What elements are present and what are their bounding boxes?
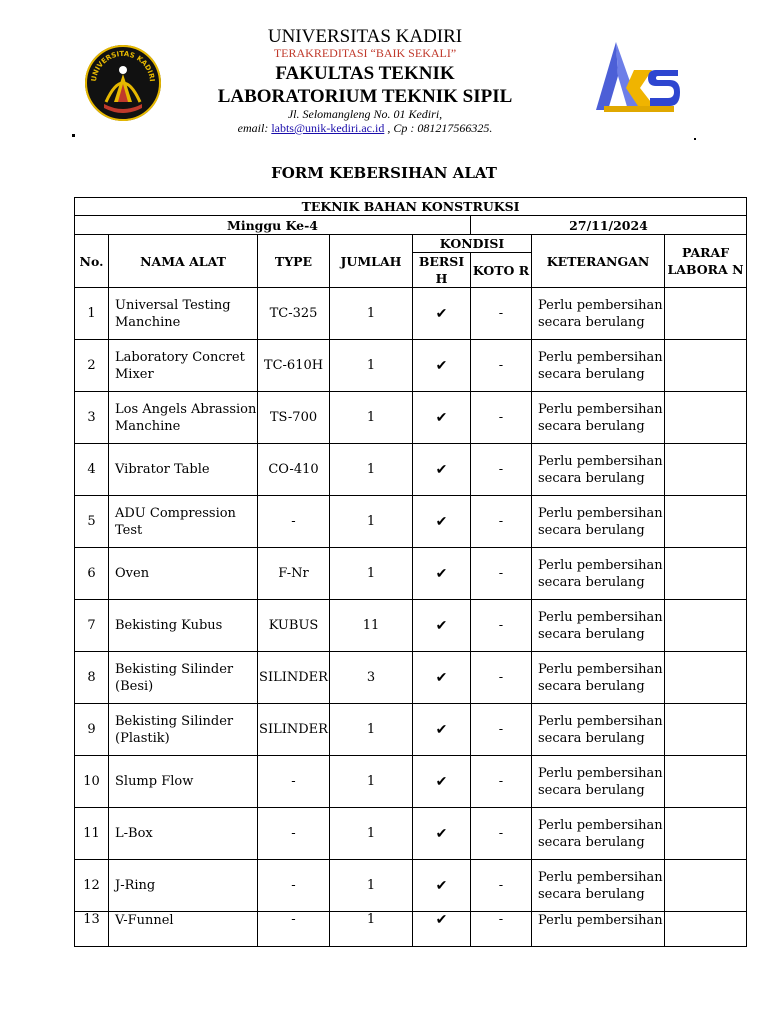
signature-cell [665,808,747,860]
form-title: FORM KEBERSIHAN ALAT [271,164,497,182]
table-row [75,860,747,912]
notes: Perlu pembersihan secara berulang [532,340,665,392]
notes: Perlu pembersihan secara berulang [532,600,665,652]
equipment-qty: 3 [330,652,413,704]
dirty-mark: - [471,860,532,912]
signature-cell [665,548,747,600]
equipment-type: - [258,860,330,912]
address-line: Jl. Selomangleng No. 01 Kediri, [287,107,443,121]
equipment-name: Los Angels Abrassion Manchine [109,392,258,444]
equipment-type: - [258,756,330,808]
row-number: 13 [75,912,109,947]
clean-mark: ✔ [413,288,471,340]
table-row [75,548,747,600]
date-label: 27/11/2024 [471,216,747,235]
equipment-qty: 1 [330,444,413,496]
signature-cell [665,860,747,912]
clean-mark: ✔ [413,444,471,496]
equipment-type: TS-700 [258,392,330,444]
equipment-qty: 1 [330,756,413,808]
dirty-mark: - [471,548,532,600]
equipment-name: L-Box [109,808,258,860]
clean-mark: ✔ [413,704,471,756]
equipment-type: - [258,912,330,947]
equipment-type: SILINDER [258,704,330,756]
equipment-qty: 1 [330,548,413,600]
notes: Perlu pembersihan secara berulang [532,652,665,704]
contact-line [150,121,580,136]
dirty-mark: - [471,392,532,444]
equipment-type: - [258,496,330,548]
equipment-qty: 1 [330,912,413,947]
equipment-name: Bekisting Silinder (Plastik) [109,704,258,756]
table-row [75,912,747,947]
equipment-name: Slump Flow [109,756,258,808]
equipment-name: J-Ring [109,860,258,912]
faculty-name: FAKULTAS TEKNIK [275,63,455,84]
lab-logo [594,40,680,116]
table-row [75,288,747,340]
notes: Perlu pembersihan secara berulang [532,548,665,600]
notes: Perlu pembersihan secara berulang [532,288,665,340]
clean-mark: ✔ [413,912,471,947]
header-sign: PARAF LABORA N [665,235,747,288]
row-number: 3 [75,392,109,444]
dirty-mark: - [471,444,532,496]
dirty-mark: - [471,756,532,808]
clean-mark: ✔ [413,392,471,444]
clean-mark: ✔ [413,600,471,652]
laboratory-name: LABORATORIUM TEKNIK SIPIL [217,86,513,107]
section-title: TEKNIK BAHAN KONSTRUKSI [75,198,747,216]
equipment-type: - [258,808,330,860]
equipment-name: V-Funnel [109,912,258,947]
equipment-qty: 1 [330,392,413,444]
letterhead [0,0,768,140]
equipment-qty: 1 [330,496,413,548]
dirty-mark: - [471,652,532,704]
dirty-mark: - [471,288,532,340]
row-number: 1 [75,288,109,340]
header-condition: KONDISI [413,235,532,253]
equipment-name: ADU Compression Test [109,496,258,548]
signature-cell [665,912,747,947]
row-number: 9 [75,704,109,756]
clean-mark: ✔ [413,808,471,860]
header-qty: JUMLAH [330,235,413,288]
notes: Perlu pembersihan secara berulang [532,756,665,808]
clean-mark: ✔ [413,756,471,808]
table-row [75,600,747,652]
dirty-mark: - [471,600,532,652]
header-notes: KETERANGAN [532,235,665,288]
table-row [75,496,747,548]
dirty-mark: - [471,340,532,392]
signature-cell [665,756,747,808]
equipment-type: F-Nr [258,548,330,600]
clean-mark: ✔ [413,652,471,704]
page-mark [72,134,75,137]
clean-mark: ✔ [413,860,471,912]
header-dirty: KOTO R [471,253,532,288]
equipment-type: SILINDER [258,652,330,704]
row-number: 5 [75,496,109,548]
equipment-qty: 1 [330,704,413,756]
equipment-type: KUBUS [258,600,330,652]
row-number: 11 [75,808,109,860]
dirty-mark: - [471,808,532,860]
header-name: NAMA ALAT [109,235,258,288]
notes: Perlu pembersihan secara berulang [532,860,665,912]
equipment-qty: 1 [330,808,413,860]
equipment-qty: 11 [330,600,413,652]
clean-mark: ✔ [413,496,471,548]
row-number: 8 [75,652,109,704]
notes: Perlu pembersihan secara berulang [532,704,665,756]
table-row [75,808,747,860]
header-clean: BERSI H [413,253,471,288]
header-no: No. [75,235,109,288]
table-row [75,392,747,444]
equipment-name: Laboratory Concret Mixer [109,340,258,392]
cleaning-form-table [74,197,747,947]
phone-text: , Cp : 081217566325. [384,121,493,135]
notes: Perlu pembersihan secara berulang [532,808,665,860]
equipment-name: Vibrator Table [109,444,258,496]
equipment-name: Bekisting Silinder (Besi) [109,652,258,704]
table-row [75,652,747,704]
dirty-mark: - [471,704,532,756]
page-mark [694,138,696,140]
notes: Perlu pembersihan secara berulang [532,392,665,444]
table-row [75,704,747,756]
clean-mark: ✔ [413,340,471,392]
signature-cell [665,392,747,444]
row-number: 2 [75,340,109,392]
notes: Perlu pembersihan secara berulang [532,444,665,496]
equipment-qty: 1 [330,860,413,912]
header-type: TYPE [258,235,330,288]
row-number: 7 [75,600,109,652]
table-row [75,444,747,496]
equipment-name: Bekisting Kubus [109,600,258,652]
university-name: UNIVERSITAS KADIRI [267,26,463,47]
equipment-qty: 1 [330,340,413,392]
row-number: 10 [75,756,109,808]
signature-cell [665,496,747,548]
week-label: Minggu Ke-4 [75,216,471,235]
equipment-type: CO-410 [258,444,330,496]
email-label: email: [237,121,272,135]
equipment-type: TC-325 [258,288,330,340]
clean-mark: ✔ [413,548,471,600]
table-row [75,756,747,808]
signature-cell [665,288,747,340]
dirty-mark: - [471,912,532,947]
svg-text:UNIVERSITAS KADIRI: UNIVERSITAS KADIRI [89,49,156,83]
equipment-name: Oven [109,548,258,600]
notes: Perlu pembersihan [532,912,665,947]
signature-cell [665,652,747,704]
equipment-qty: 1 [330,288,413,340]
signature-cell [665,340,747,392]
row-number: 6 [75,548,109,600]
row-number: 12 [75,860,109,912]
equipment-type: TC-610H [258,340,330,392]
equipment-name: Universal Testing Manchine [109,288,258,340]
email-link[interactable]: labts@unik-kediri.ac.id [271,121,385,135]
accreditation-text: TERAKREDITASI “BAIK SEKALI” [273,46,457,60]
notes: Perlu pembersihan secara berulang [532,496,665,548]
dirty-mark: - [471,496,532,548]
row-number: 4 [75,444,109,496]
signature-cell [665,704,747,756]
signature-cell [665,444,747,496]
signature-cell [665,600,747,652]
table-row [75,340,747,392]
